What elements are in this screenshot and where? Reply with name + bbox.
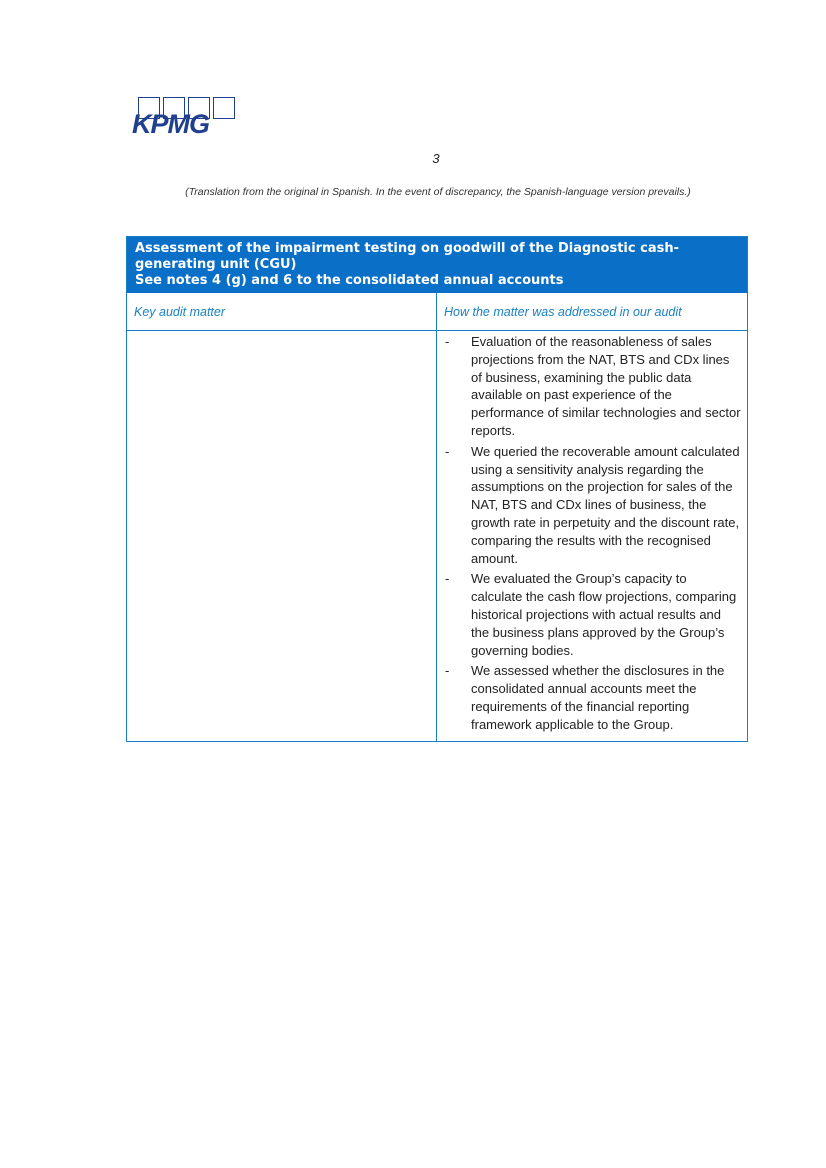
procedure-text: We assessed whether the disclosures in the consolidated annual accounts meet the requirements of the financial reporting framework applicable to the Group. <box>471 663 725 732</box>
procedure-item <box>443 333 741 440</box>
procedure-item <box>443 443 741 568</box>
kpmg-logo <box>132 97 242 141</box>
bullet-dash: - <box>445 571 450 587</box>
page-number: 3 <box>432 151 440 166</box>
procedure-text: We evaluated the Group’s capacity to calculate the cash flow projections, comparing historical projections with actual results and the business plans approved by the Group’s governing bodies. <box>471 571 737 658</box>
kam-procedures-cell <box>437 331 747 741</box>
kam-title: Assessment of the impairment testing on goodwill of the Diagnostic cash-generating unit (CGU) <box>135 241 679 272</box>
procedure-text: We queried the recoverable amount calculated using a sensitivity analysis regarding the assumptions on the projection for sales of the NAT, BTS and CDx lines of business, the growth rate in perpetuity and the discount rate, comparing the results with the recognised amount. <box>471 443 740 566</box>
procedure-text: Evaluation of the reasonableness of sales projections from the NAT, BTS and CDx lines of business, examining the public data available on past experience of the performance of similar technologies and sector reports. <box>471 334 741 438</box>
kam-body <box>127 331 747 741</box>
key-audit-matter-table <box>126 236 748 742</box>
procedure-item <box>443 662 741 733</box>
kam-column-headers <box>127 293 747 331</box>
kam-notes-reference: See notes 4 (g) and 6 to the consolidated annual accounts <box>135 273 564 288</box>
bullet-dash: - <box>445 443 450 459</box>
kam-header <box>127 237 747 293</box>
kam-description-cell <box>127 331 437 741</box>
logo-wordmark: KPMG <box>132 109 209 139</box>
column-header-how-addressed: How the matter was addressed in our audit <box>444 305 682 319</box>
procedure-item <box>443 570 741 659</box>
bullet-dash: - <box>445 334 450 349</box>
logo-box <box>213 97 235 119</box>
translation-note: (Translation from the original in Spanish. In the event of discrepancy, the Spanish-language version prevails.) <box>185 186 691 198</box>
bullet-dash: - <box>445 663 450 679</box>
column-header-key-audit-matter: Key audit matter <box>127 293 437 330</box>
